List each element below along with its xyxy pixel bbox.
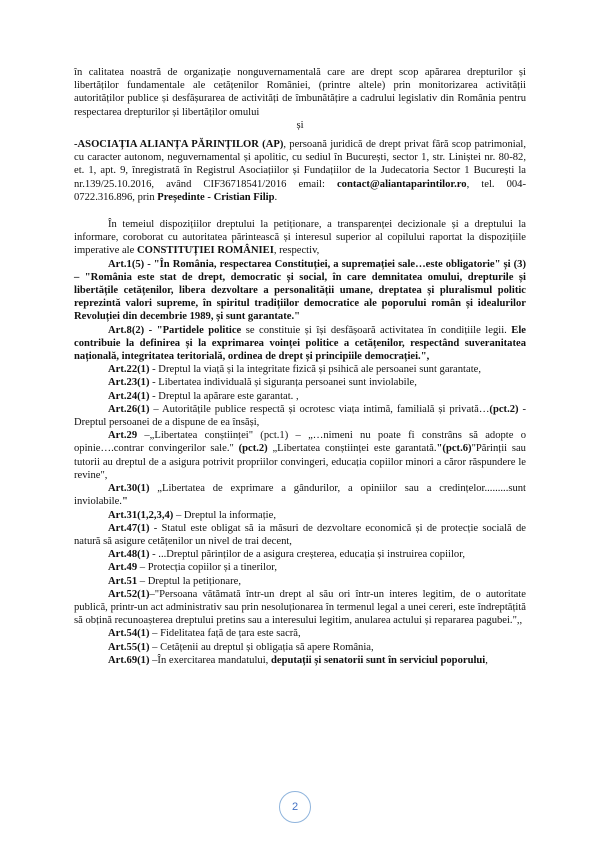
- intro-text: în calitatea noastră de organizație nonguvernamentală care are drept scop apărarea drepturilor și libertăților fundamentale ale cetățenilor României, (printre altele) prin monitorizarea activității autorităților publice și desfășurarea de activități de îmbunătățire a cadrului legislativ din România pentru respectarea drepturilor și libertăților omului: [74, 67, 526, 118]
- article-48-heading: Art.48(1): [108, 549, 150, 561]
- article-30: [74, 482, 526, 508]
- article-26: [74, 403, 526, 429]
- association-paragraph: [74, 138, 526, 204]
- article-26-point: (pct.2): [489, 403, 519, 415]
- page-number-badge: [279, 791, 311, 823]
- article-30-end: ": [121, 496, 128, 508]
- article-55: [74, 641, 526, 654]
- constitution-title: CONSTITUȚIEI ROMÂNIEI: [136, 245, 274, 257]
- article-22-text: - Dreptul la viață și la integritate fizică și psihică ale persoanei sunt garantate,: [149, 364, 481, 376]
- article-51-text: – Dreptul la petiționare,: [137, 575, 241, 587]
- article-8-heading: Art.8(2) - "Partidele politice: [108, 324, 242, 336]
- article-30-heading: Art.30(1): [108, 483, 150, 495]
- article-24-text: - Dreptul la apărare este garantat. ,: [149, 390, 299, 402]
- article-22-heading: Art.22(1): [108, 364, 150, 376]
- association-name: -ASOCIAȚIA ALIANȚA PĂRINȚILOR (AP): [74, 139, 284, 151]
- article-69: [74, 654, 526, 667]
- article-52-heading: Art.52(1): [108, 588, 150, 600]
- article-8-quote: Ele contribuie la definirea și la exprimarea voinței politice a cetățenilor, respectând suveranitatea națională, integritatea teritorială, ordinea de drept și principiile democrației.",: [74, 324, 527, 363]
- legal-basis-paragraph: [74, 218, 526, 258]
- article-55-text: – Cetățenii au dreptul și obligația să apere România,: [149, 641, 374, 653]
- article-48: [74, 548, 526, 561]
- article-23-text: - Libertatea individuală și siguranța persoanei sunt inviolabile,: [149, 377, 417, 389]
- article-29: [74, 429, 526, 482]
- article-69-text: –În exercitarea mandatului,: [149, 654, 271, 666]
- article-47-heading: Art.47(1): [108, 522, 150, 534]
- article-31-heading: Art.31(1,2,3,4): [108, 509, 174, 521]
- intro-paragraph: [74, 66, 526, 119]
- article-54: [74, 627, 526, 640]
- article-29-quote-2: „Libertatea conștiinței este garantată.: [267, 443, 437, 455]
- association-description: , persoană juridică de drept privat fără scop patrimonial, cu caracter autonom, neguvernamental și apolitic, cu sediul în București, sector 1, str. Liniștei nr. 80-82, et. 1, apt. 9, înregistrată în Registrul Asociațiilor și Fundațiilor de la Judecatoria Sector 1 București la nr.139/25.10.2016, având CIF36718541/2016 email:: [74, 139, 526, 190]
- article-1: [74, 258, 526, 324]
- association-president: Președinte - Cristian Filip: [157, 191, 275, 203]
- article-31-text: – Dreptul la informație,: [173, 509, 276, 521]
- article-54-text: – Fidelitatea față de țara este sacră,: [149, 628, 301, 640]
- legal-basis-end: , respectiv,: [273, 245, 320, 257]
- article-26-text: – Autoritățile publice respectă și ocrotesc viața intimă, familială și privată…: [149, 403, 490, 415]
- article-8-text: se constituie și își desfășoară activitatea în condițiile legii.: [241, 324, 512, 336]
- association-end: .: [274, 191, 278, 203]
- article-55-heading: Art.55(1): [108, 641, 150, 653]
- article-69-emphasis: deputații și senatorii sunt în serviciul poporului: [270, 654, 486, 666]
- article-29-point-6: "(pct.6): [436, 443, 472, 455]
- article-8: [74, 324, 526, 364]
- article-26-end: - Dreptul persoanei de a dispune de ea însăși,: [74, 403, 526, 429]
- article-1-quote: - "În România, respectarea Constituției, a supremației sale…este obligatorie" și (3) – "România este stat de drept, democratic și social, în care demnitatea omului, drepturile și libertățile cetățenilor, libera dezvoltare a personalității umane, dreptatea și pluralismul politic reprezintă valori supreme, în spiritul tradițiilor democratice ale poporului român și idealurilor Revoluției din decembrie 1989, și sunt garantate.": [74, 258, 526, 323]
- article-51-heading: Art.51: [108, 575, 138, 587]
- article-48-text: - ...Dreptul părinților de a asigura creșterea, educația și instruirea copiilor,: [149, 549, 465, 561]
- article-24: [74, 390, 526, 403]
- article-29-point-2: (pct.2): [238, 443, 268, 455]
- article-49: [74, 561, 526, 574]
- article-47-text: - Statul este obligat să ia măsuri de dezvoltare economică și de protecție socială de natură să asigure cetățenilor un nivel de trai decent,: [74, 522, 526, 547]
- article-23: [74, 376, 526, 389]
- article-30-text: „Libertatea de exprimare a gândurilor, a opiniilor sau a credințelor.........sunt inviolabile.: [74, 483, 526, 508]
- article-29-quote-1: –„Libertatea conștiinței" (pct.1) – „…nimeni nu poate fi constrâns să adopte o opinie….contrar convingerilor sale.": [74, 430, 526, 455]
- article-47: [74, 522, 526, 548]
- article-51: [74, 575, 526, 588]
- article-69-heading: Art.69(1): [108, 654, 150, 666]
- article-49-text: – Protecția copiilor și a tinerilor,: [137, 562, 278, 574]
- article-1-heading: Art.1(5): [108, 258, 145, 270]
- article-22: [74, 363, 526, 376]
- article-23-heading: Art.23(1): [108, 377, 150, 389]
- article-26-heading: Art.26(1): [108, 403, 150, 415]
- legal-basis-text: În temeiul dispozițiilor dreptului la petiționare, a transparenței decizionale și a dreptului la informare, coroborat cu autoritatea părintească și interesul superior al copilului raportat la dispozițiile imperative ale: [74, 219, 526, 257]
- document-page: [74, 66, 526, 667]
- article-24-heading: Art.24(1): [108, 390, 150, 402]
- article-29-quote-3: "Părinții sau tutorii au dreptul de a asigura potrivit propriilor convingeri, educația copiilor minori a căror răspundere le revine",: [74, 443, 526, 481]
- page-number: 2: [291, 801, 299, 813]
- article-49-heading: Art.49: [108, 562, 138, 574]
- conjunction-line: [74, 119, 526, 132]
- article-52: [74, 588, 526, 628]
- article-54-heading: Art.54(1): [108, 628, 150, 640]
- article-69-end: ,: [485, 654, 488, 666]
- association-email: contact@aliantaparintilor.ro: [336, 178, 467, 190]
- article-52-text: –"Persoana vătămată într-un drept al său ori într-un interes legitim, de o autoritate publică, printr-un act administrativ sau prin nesoluționarea în termenul legal a unei cereri, este îndreptățită să obțină recunoașterea dreptului pretins sau a interesului legitim, anularea actului și repararea pagubei.",,: [74, 588, 526, 627]
- association-phone: , tel. 004-0722.316.896, prin: [74, 178, 526, 203]
- conjunction-text: și: [296, 119, 304, 131]
- article-31: [74, 509, 526, 522]
- article-29-heading: Art.29: [108, 430, 138, 442]
